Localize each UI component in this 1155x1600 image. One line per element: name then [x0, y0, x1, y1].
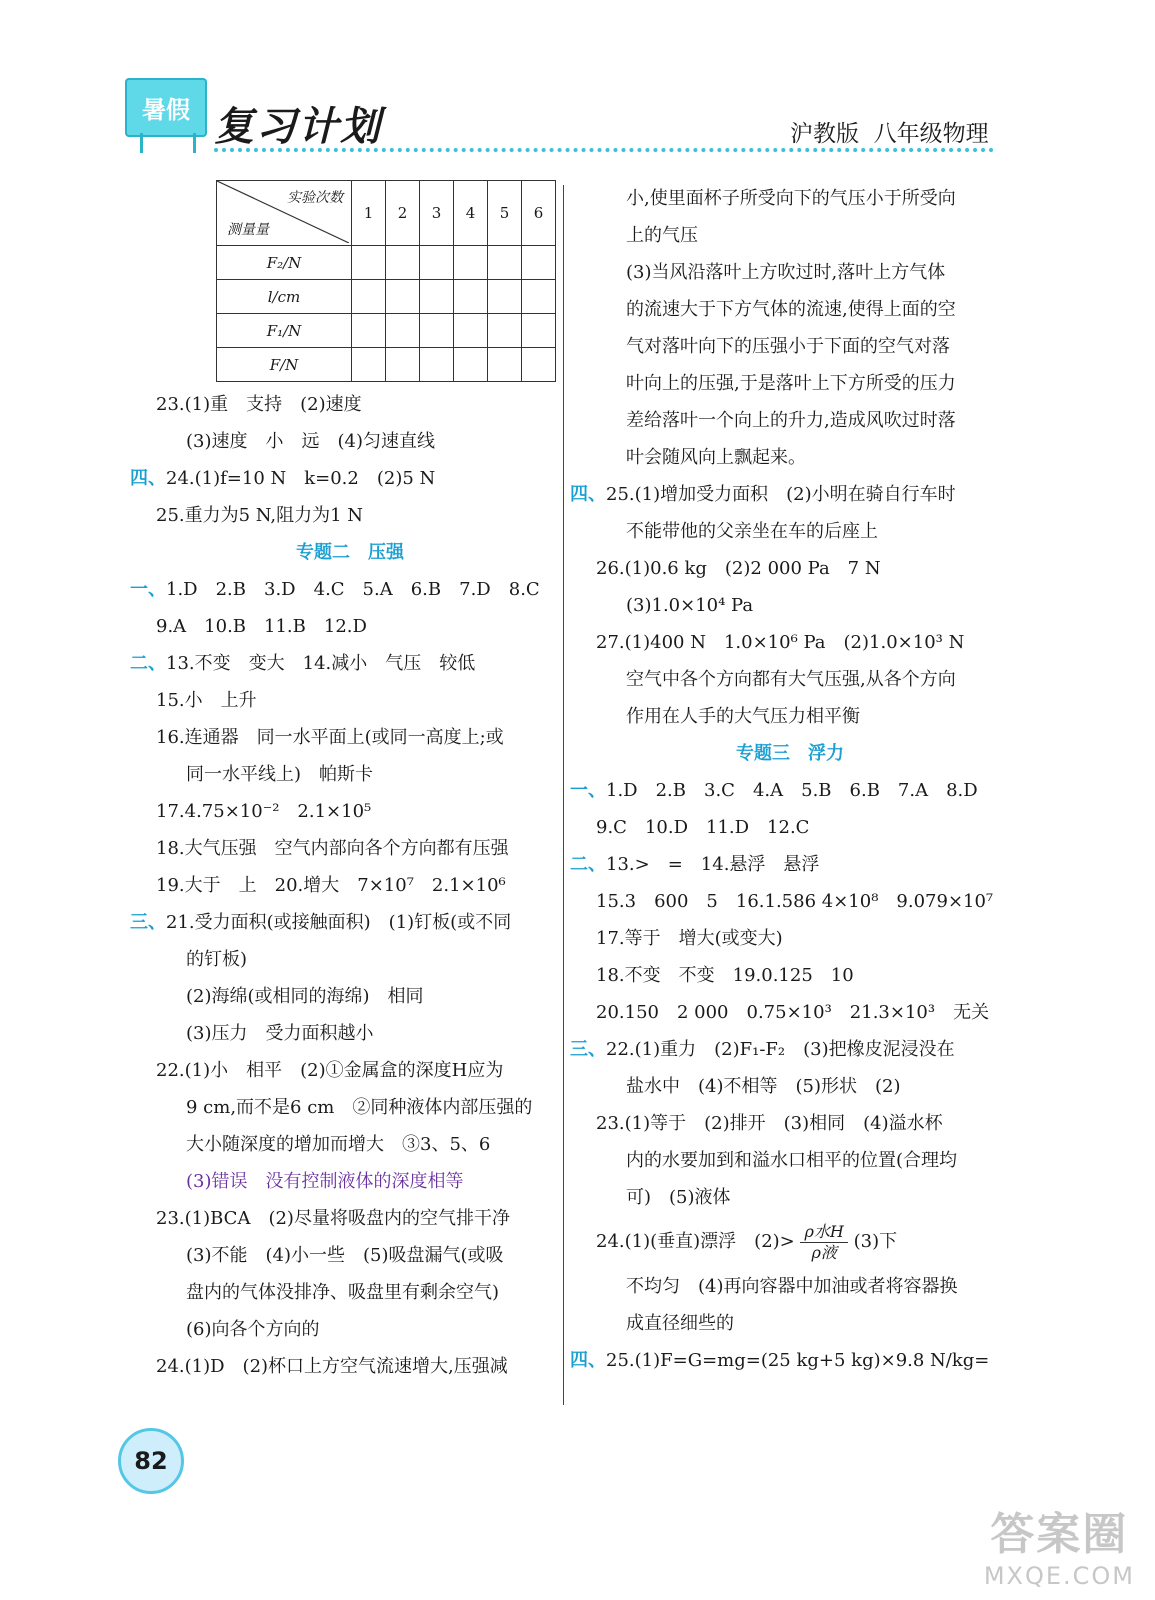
- page-number: 82: [118, 1428, 184, 1494]
- answer-line: (3)1.0×10⁴ Pa: [626, 595, 754, 616]
- answer-line: 空气中各个方向都有大气压强,从各个方向: [626, 669, 956, 690]
- answer-line: 25.(1)增加受力面积 (2)小明在骑自行车时: [606, 484, 956, 505]
- fraction-denominator: ρ液: [811, 1242, 837, 1262]
- answer-line: 23.(1)等于 (2)排开 (3)相同 (4)溢水杯: [596, 1113, 943, 1134]
- answer-line: 15.3 600 5 16.1.586 4×10⁸ 9.079×10⁷: [596, 891, 994, 912]
- table-row: [217, 348, 556, 382]
- answer-line: 的钉板): [186, 949, 248, 970]
- answer-line: 9 cm,而不是6 cm ②同种液体内部压强的: [186, 1097, 533, 1118]
- answer-line: 15.小 上升: [156, 690, 257, 711]
- answer-line: 上的气压: [626, 225, 698, 246]
- answer-line: 25.重力为5 N,阻力为1 N: [156, 505, 364, 526]
- answer-line: 21.受力面积(或接触面积) (1)钉板(或不同: [166, 912, 512, 933]
- table-row: [217, 246, 556, 280]
- watermark-logo: 答案圈: [990, 1509, 1129, 1560]
- table-corner-header: [217, 181, 352, 246]
- watermark-url: MXQE.COM: [983, 1562, 1135, 1590]
- answer-line-with-fraction: [570, 1216, 1010, 1268]
- col-header: 2: [386, 181, 420, 246]
- answer-line: 叶向上的压强,于是落叶上下方所受的压力: [626, 373, 956, 394]
- answer-line: 不均匀 (4)再向容器中加油或者将容器换: [626, 1276, 958, 1297]
- section-marker: 四、: [570, 484, 606, 505]
- answer-line: 24.(1)f=10 N k=0.2 (2)5 N: [166, 468, 436, 489]
- answer-line: 26.(1)0.6 kg (2)2 000 Pa 7 N: [596, 558, 881, 579]
- answer-line: 23.(1)BCA (2)尽量将吸盘内的空气排干净: [156, 1208, 510, 1229]
- answer-line: 可) (5)液体: [626, 1187, 731, 1208]
- col-header: 5: [488, 181, 522, 246]
- answer-line: (3)速度 小 远 (4)匀速直线: [186, 431, 435, 452]
- answer-line: 大小随深度的增加而增大 ③3、5、6: [186, 1134, 491, 1155]
- answer-line: 13.> = 14.悬浮 悬浮: [606, 854, 820, 875]
- answer-line: 17.等于 增大(或变大): [596, 928, 783, 949]
- answer-line: 22.(1)重力 (2)F₁-F₂ (3)把橡皮泥浸没在: [606, 1039, 955, 1060]
- header-dotted-rule: [214, 148, 994, 152]
- left-column: [130, 180, 570, 1385]
- table-row: [217, 314, 556, 348]
- answer-line: (3)压力 受力面积越小: [186, 1023, 374, 1044]
- answer-line: 叶会随风向上飘起来。: [626, 447, 806, 468]
- answer-line: (6)向各个方向的: [186, 1319, 320, 1340]
- header-trials: 实验次数: [287, 190, 343, 206]
- book-title: 复习计划: [214, 104, 382, 150]
- answer-line: 17.4.75×10⁻² 2.1×10⁵: [156, 801, 372, 822]
- table-row: [217, 280, 556, 314]
- section-marker: 一、: [570, 780, 606, 801]
- header-quantity: 测量量: [227, 222, 269, 238]
- answer-line: 气对落叶向下的压强小于下面的空气对落: [626, 336, 950, 357]
- answer-line: 小,使里面杯子所受向下的气压小于所受向: [626, 188, 956, 209]
- grade-subject: 八年级物理: [873, 121, 989, 147]
- col-header: 3: [420, 181, 454, 246]
- row-label: F/N: [217, 348, 352, 382]
- row-label: F₂/N: [217, 246, 352, 280]
- row-label: F₁/N: [217, 314, 352, 348]
- answer-line: 1.D 2.B 3.D 4.C 5.A 6.B 7.D 8.C: [166, 579, 540, 600]
- answer-line: 19.大于 上 20.增大 7×10⁷ 2.1×10⁶: [156, 875, 506, 896]
- fraction-numerator: ρ水H: [800, 1222, 847, 1243]
- answer-line: 同一水平线上) 帕斯卡: [186, 764, 374, 785]
- topic-heading: 专题二 压强: [296, 542, 404, 563]
- answer-line: 1.D 2.B 3.C 4.A 5.B 6.B 7.A 8.D: [606, 780, 978, 801]
- answer-line: 23.(1)重 支持 (2)速度: [156, 394, 362, 415]
- answer-text: (3)下: [853, 1231, 898, 1252]
- answer-line: 成直径细些的: [626, 1313, 734, 1334]
- answer-line: 13.不变 变大 14.减小 气压 较低: [166, 653, 476, 674]
- answer-line: 16.连通器 同一水平面上(或同一高度上;或: [156, 727, 504, 748]
- answer-line: 20.150 2 000 0.75×10³ 21.3×10³ 无关: [596, 1002, 990, 1023]
- answer-line: 内的水要加到和溢水口相平的位置(合理均: [626, 1150, 958, 1171]
- book-subtitle: [790, 115, 989, 148]
- edition: 沪教版: [790, 121, 859, 147]
- answer-line: (3)当风沿落叶上方吹过时,落叶上方气体: [626, 262, 946, 283]
- answer-line: (3)错误 没有控制液体的深度相等: [186, 1171, 464, 1192]
- answer-line: 的流速大于下方气体的流速,使得上面的空: [626, 299, 956, 320]
- answer-line: 18.大气压强 空气内部向各个方向都有压强: [156, 838, 509, 859]
- answer-text: 24.(1)(垂直)漂浮 (2)>: [596, 1231, 795, 1252]
- answer-line: 22.(1)小 相平 (2)①金属盒的深度H应为: [156, 1060, 504, 1081]
- answer-line: 差给落叶一个向上的升力,造成风吹过时落: [626, 410, 956, 431]
- answer-line: 作用在人手的大气压力相平衡: [626, 706, 860, 727]
- section-marker: 四、: [570, 1350, 606, 1371]
- experiment-table: [216, 180, 556, 382]
- answer-line: 24.(1)D (2)杯口上方空气流速增大,压强减: [156, 1356, 508, 1377]
- answer-line: 9.C 10.D 11.D 12.C: [596, 817, 810, 838]
- section-marker: 一、: [130, 579, 166, 600]
- section-marker: 三、: [570, 1039, 606, 1060]
- answer-line: (2)海绵(或相同的海绵) 相同: [186, 986, 424, 1007]
- section-marker: 四、: [130, 468, 166, 489]
- answer-line: 不能带他的父亲坐在车的后座上: [626, 521, 878, 542]
- section-marker: 三、: [130, 912, 166, 933]
- answer-line: 盘内的气体没排净、吸盘里有剩余空气): [186, 1282, 500, 1303]
- answer-line: 27.(1)400 N 1.0×10⁶ Pa (2)1.0×10³ N: [596, 632, 965, 653]
- answer-line: (3)不能 (4)小一些 (5)吸盘漏气(或吸: [186, 1245, 504, 1266]
- density-fraction: [800, 1222, 847, 1263]
- answer-line: 盐水中 (4)不相等 (5)形状 (2): [626, 1076, 901, 1097]
- col-header: 6: [522, 181, 556, 246]
- row-label: l/cm: [217, 280, 352, 314]
- col-header: 4: [454, 181, 488, 246]
- badge-stand: [140, 133, 196, 153]
- section-marker: 二、: [130, 653, 166, 674]
- summer-badge: 暑假: [125, 78, 207, 137]
- col-header: 1: [352, 181, 386, 246]
- watermark: [984, 1498, 1135, 1590]
- right-column: [570, 180, 1010, 1379]
- answer-line: 25.(1)F=G=mg=(25 kg+5 kg)×9.8 N/kg=: [606, 1350, 990, 1371]
- section-marker: 二、: [570, 854, 606, 875]
- answer-line: 18.不变 不变 19.0.125 10: [596, 965, 854, 986]
- topic-heading: 专题三 浮力: [736, 743, 844, 764]
- answer-line: 9.A 10.B 11.B 12.D: [156, 616, 367, 637]
